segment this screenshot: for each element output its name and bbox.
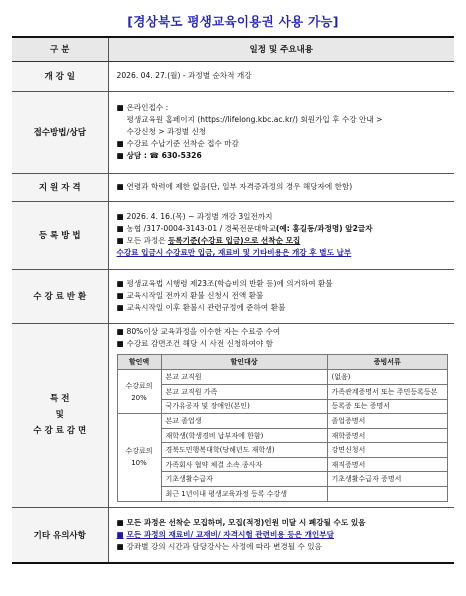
- table-row: [117, 370, 448, 385]
- bullet-square: ■: [116, 279, 124, 288]
- bullet-square: ■: [116, 103, 124, 112]
- page-title: [경상북도 평생교육이용권 사용 가능]: [127, 14, 339, 29]
- notes-item-3: 강좌별 강의 시간과 담당강사는 사정에 따라 변경될 수 있음: [126, 541, 322, 551]
- bullet-square: ■: [116, 517, 124, 527]
- discount-header-target: 할인대상: [161, 355, 327, 370]
- online-line-2: 수강신청 > 과정별 신청: [126, 127, 207, 136]
- discount-target: 재학생(학생경비 납부자에 한함): [161, 428, 327, 443]
- qualification-text: 연령과 학력에 제한 없음(단, 일부 자격증과정의 경우 해당자에 한함): [126, 182, 353, 191]
- discount-doc: 재직증명서: [327, 457, 448, 472]
- label-benefits: [12, 323, 108, 507]
- notes-content: [108, 507, 454, 563]
- payment-note-b: 재료비 및 기타비용은 개강 후 별도 납부: [218, 248, 352, 257]
- payment-note-a: 수강료 입금시 수강료만 입금,: [116, 248, 218, 257]
- table-row: [117, 384, 448, 399]
- refund-item: 교육시작일 이후 환불시 관련규정에 준하여 환불: [126, 303, 286, 312]
- discount-rate-10: [117, 414, 161, 502]
- refund-item: 평생교육법 시행령 제23조(학습비의 반환 등)에 의거하여 환불: [126, 279, 333, 288]
- row-qualification: [12, 173, 454, 201]
- table-row: [117, 428, 448, 443]
- discount-target: 본교 교직원 가족: [161, 384, 327, 399]
- row-refund: [12, 269, 454, 323]
- header-category: 구 분: [12, 37, 108, 61]
- bullet-square: ■: [116, 182, 124, 191]
- bullet-square: ■: [116, 224, 124, 233]
- table-header-row: [12, 37, 454, 61]
- discount-doc: 등록증 또는 증명서: [327, 399, 448, 414]
- bullet-square: ■: [116, 139, 124, 148]
- label-opening: 개 강 일: [12, 61, 108, 91]
- discount-doc: (없음): [327, 370, 448, 385]
- discount-doc: 기초생활수급자 증명서: [327, 472, 448, 487]
- table-row: [117, 457, 448, 472]
- label-notes: 기타 유의사항: [12, 507, 108, 563]
- notes-item-2: 모든 과정의 재료비/ 교재비/ 자격시험 관련비용 등은 개인부담: [126, 529, 334, 539]
- payment-note: [117, 247, 449, 259]
- label-benefits-line-1: 특 전: [50, 394, 70, 404]
- table-row: [117, 472, 448, 487]
- contact-label: 상담 :: [126, 151, 150, 160]
- table-row: [117, 487, 448, 502]
- online-title: 온라인접수 :: [126, 103, 169, 112]
- discount-table: [117, 354, 449, 501]
- telephone-icon: ☎: [149, 151, 162, 160]
- online-line-1: 평생교육원 홈페이지 (https://lifelong.kbc.ac.kr/) 회원가입 후 수강 안내 >: [126, 115, 383, 124]
- bullet-square: ■: [116, 529, 124, 539]
- discount-target: 기초생활수급자: [161, 472, 327, 487]
- label-qualification: 지 원 자 격: [12, 173, 108, 201]
- discount-target: 국가유공자 및 장애인(본인): [161, 399, 327, 414]
- bullet-square: ■: [116, 541, 124, 551]
- row-notes: [12, 507, 454, 563]
- bullet-square: ■: [116, 212, 124, 221]
- discount-doc: 졸업증명서: [327, 414, 448, 429]
- row-opening: [12, 61, 454, 91]
- discount-header-row: [117, 355, 448, 370]
- label-registration: 등 록 방 법: [12, 201, 108, 269]
- discount-doc: 강면신청서: [327, 443, 448, 458]
- table-row: [117, 443, 448, 458]
- rate-value: 20%: [131, 393, 147, 402]
- consult-content: [108, 91, 454, 173]
- registration-item-1: 2026. 4. 16.(목) ~ 과정별 개강 3일전까지: [126, 212, 273, 221]
- benefits-content: [108, 323, 454, 507]
- benefits-item-2: 수강료 감면조건 해당 시 사전 신청하여야 함: [126, 339, 274, 349]
- discount-doc: 재학증명서: [327, 428, 448, 443]
- discount-target: 최근 1년이내 평생교육과정 등록 수강생: [161, 487, 327, 502]
- discount-header-doc: 증빙서류: [327, 355, 448, 370]
- discount-header-rate: 할인액: [117, 355, 161, 370]
- row-registration: [12, 201, 454, 269]
- discount-target: 본교 교직원: [161, 370, 327, 385]
- discount-doc: 가족관계증명서 또는 주민등록등본: [327, 384, 448, 399]
- discount-rate-20: [117, 370, 161, 414]
- table-row: [117, 399, 448, 414]
- refund-item: 교육시작일 전까지 환불 신청시 전액 환불: [126, 291, 264, 300]
- bank-account: 농협 /317-0004-3143-01 / 경북전문대학교: [126, 224, 276, 233]
- rate-value: 10%: [131, 459, 147, 468]
- notes-item-1: 모든 과정은 선착순 모집하며, 모집(적정)인원 미달 시 폐강될 수도 있음: [126, 517, 366, 527]
- bullet-square: ■: [116, 327, 124, 337]
- label-benefits-line-3: 수 강 료 감 면: [33, 426, 87, 436]
- registration-content: [108, 201, 454, 269]
- bullet-square: ■: [116, 291, 124, 300]
- discount-target: 경북도민행복대학(당해년도 재학생): [161, 443, 327, 458]
- table-row: [117, 414, 448, 429]
- label-consult: 접수방법/상담: [12, 91, 108, 173]
- info-table: [12, 36, 454, 564]
- depositor-format: (예: 홍길동/과정명) 앞2글자: [275, 224, 373, 233]
- rate-label: 수강료의: [125, 381, 153, 390]
- rate-label: 수강료의: [125, 447, 153, 456]
- row-benefits: [12, 323, 454, 507]
- contact-number: 630-5326: [161, 151, 202, 160]
- registration-item-3a: 모든 과정은: [126, 236, 169, 245]
- row-consult: [12, 91, 454, 173]
- fee-note: 수강료 수납기준 선착순 접수 마감: [126, 139, 239, 148]
- bullet-square: ■: [116, 339, 124, 349]
- refund-content: [108, 269, 454, 323]
- label-benefits-line-2: 및: [55, 410, 64, 420]
- discount-target: 가족회사 협약 체결 소속 종사자: [161, 457, 327, 472]
- benefits-item-1: 80%이상 교육과정을 이수한 자는 수료증 수여: [126, 327, 281, 337]
- bullet-square: ■: [116, 151, 124, 160]
- discount-target: 본교 졸업생: [161, 414, 327, 429]
- label-refund: 수 강 료 반 환: [12, 269, 108, 323]
- bullet-square: ■: [116, 303, 124, 312]
- bullet-square: ■: [116, 236, 124, 245]
- header-content: 일정 및 주요내용: [108, 37, 454, 61]
- discount-doc: [327, 487, 448, 502]
- qualification-content: [108, 173, 454, 201]
- opening-text: 2026. 04. 27.(월) - 과정별 순차적 개강: [108, 61, 454, 91]
- registration-item-3b: 등록기준(수강료 입금)으로 선착순 모집: [168, 236, 301, 245]
